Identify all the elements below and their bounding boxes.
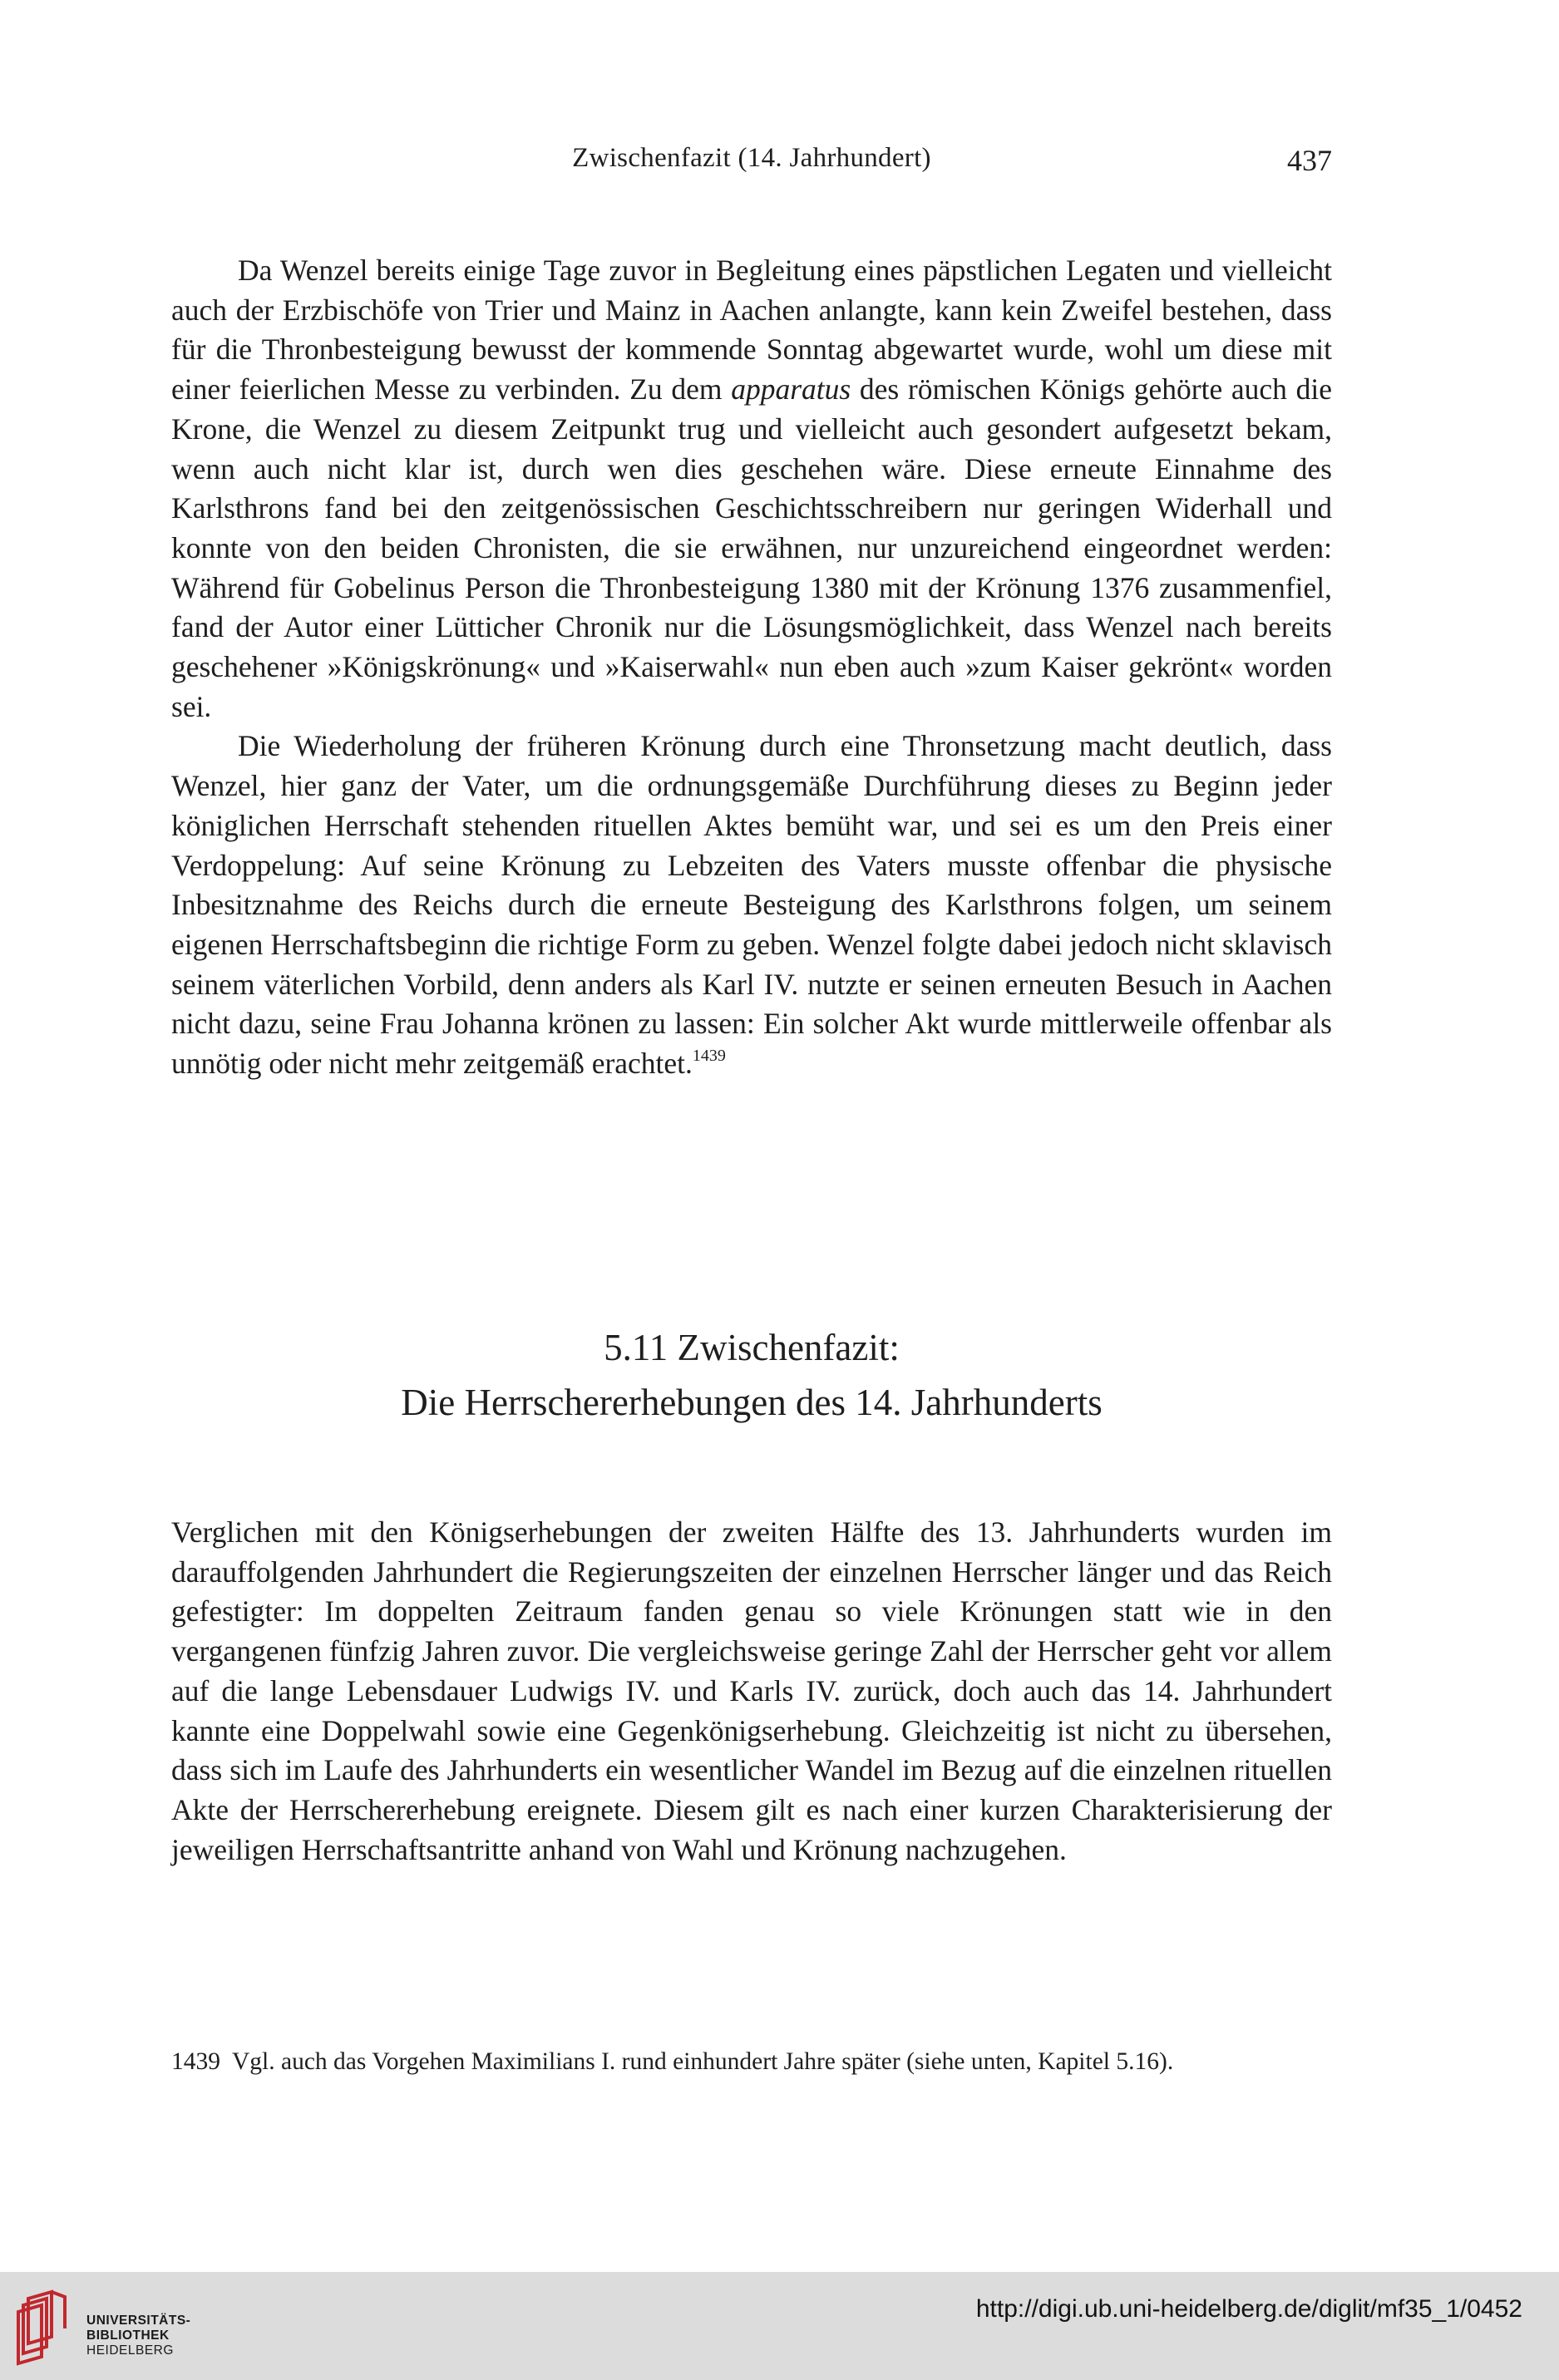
paragraph-1-italic-term: apparatus — [731, 372, 851, 407]
section-heading-line-1: 5.11 Zwischenfazit: — [604, 1327, 900, 1368]
library-logo[interactable] — [13, 2287, 205, 2370]
paragraph-1-text-b: des römischen Königs gehörte auch die Krone, die Wenzel zu diesem Zeitpunkt trug und vielleicht auch gesondert aufgesetzt bekam, wenn auch nicht klar ist, durch wen dies geschehen wäre. Diese erneute Einnahme des Karlsthrons fand bei den zeitgenössischen Geschichtsschreibern nur geringen Widerhall und konnte von den beiden Chronisten, die sie erwähnen, nur unzureichend eingeordnet werden: Während für Gobelinus Person die Thronbesteigung 1380 mit der Krönung 1376 zusammenfiel, fand der Autor einer Lütticher Chronik nur die Lösungsmöglichkeit, dass Wenzel nach bereits geschehener »Königskrönung« und »Kaiserwahl« nun eben auch »zum Kaiser gekrönt« worden sei. — [171, 372, 1332, 723]
footer-bar — [0, 2272, 1559, 2380]
footnote-text: Vgl. auch das Vorgehen Maximilians I. rund einhundert Jahre später (siehe unten, Kapitel 5.16). — [232, 2048, 1174, 2075]
paragraph-2-text: Die Wiederholung der früheren Krönung durch eine Thronsetzung macht deutlich, dass Wenzel, hier ganz der Vater, um die ordnungsgemäße Durchführung dieses zu Beginn jeder königlichen Herrschaft stehenden rituellen Aktes bemüht war, und sei es um den Preis einer Verdoppelung: Auf seine Krönung zu Lebzeiten des Vaters musste offenbar die physische Inbesitznahme des Reichs durch die erneute Besteigung des Karlsthrons folgen, um seinem eigenen Herrschaftsbeginn die richtige Form zu geben. Wenzel folgte dabei jedoch nicht sklavisch seinem väterlichen Vorbild, denn anders als Karl IV. nutzte er seinen erneuten Besuch in Aachen nicht dazu, seine Frau Johanna krönen zu lassen: Ein solcher Akt wurde mittlerweile offenbar als unnötig oder nicht mehr zeitgemäß erachtet. — [171, 729, 1332, 1081]
library-logo-icon — [13, 2287, 80, 2370]
text-block-upper — [171, 251, 1332, 1084]
section-heading — [171, 1320, 1332, 1430]
paragraph-3-text: Verglichen mit den Königserhebungen der zweiten Hälfte des 13. Jahrhunderts wurden im darauffolgenden Jahrhundert die Regierungszeiten der einzelnen Herrscher länger und das Reich gefestigter: Im doppelten Zeitraum fanden genau so viele Krönungen statt wie in den vergangenen fünfzig Jahren zuvor. Die vergleichsweise geringe Zahl der Herrscher geht vor allem auf die lange Lebensdauer Ludwigs IV. und Karls IV. zurück, doch auch das 14. Jahrhundert kannte eine Doppelwahl sowie eine Gegenkönigserhebung. Gleichzeitig ist nicht zu übersehen, dass sich im Laufe des Jahrhunderts ein wesentlicher Wandel im Bezug auf die einzelnen rituellen Akte der Herrschererhebung ereignete. Diesem gilt es nach einer kurzen Charakterisierung der jeweiligen Herrschaftsantritte anhand von Wahl und Krönung nachzugehen. — [171, 1515, 1332, 1866]
footnote-number: 1439 — [171, 2048, 220, 2075]
logo-line-3: HEIDELBERG — [86, 2343, 174, 2358]
footnote-reference[interactable]: 1439 — [692, 1047, 726, 1066]
paragraph-1-text-a: Da Wenzel bereits einige Tage zuvor in Begleitung eines päpstlichen Legaten und vielleicht auch der Erzbischöfe von Trier und Mainz in Aachen anlangte, kann kein Zweifel bestehen, dass für die Thronbesteigung bewusst der kommende Sonntag abgewartet wurde, wohl um diese mit einer feierlichen Messe zu verbinden. Zu dem — [171, 254, 1332, 407]
paragraph-2 — [171, 727, 1332, 1083]
page-number: 437 — [1287, 144, 1332, 177]
page-header — [171, 143, 1332, 183]
footnote — [171, 2045, 1332, 2078]
section-heading-line-2: Die Herrschererhebungen des 14. Jahrhunderts — [401, 1382, 1103, 1423]
logo-line-2: BIBLIOTHEK — [86, 2328, 170, 2343]
paragraph-3 — [171, 1513, 1332, 1870]
running-head: Zwischenfazit (14. Jahrhundert) — [572, 143, 931, 173]
library-logo-text — [86, 2313, 190, 2358]
text-block-lower — [171, 1513, 1332, 1870]
paragraph-1 — [171, 251, 1332, 727]
source-url-link[interactable]: http://digi.ub.uni-heidelberg.de/diglit/mf35_1/0452 — [975, 2295, 1522, 2323]
logo-line-1: UNIVERSITÄTS- — [86, 2313, 191, 2328]
